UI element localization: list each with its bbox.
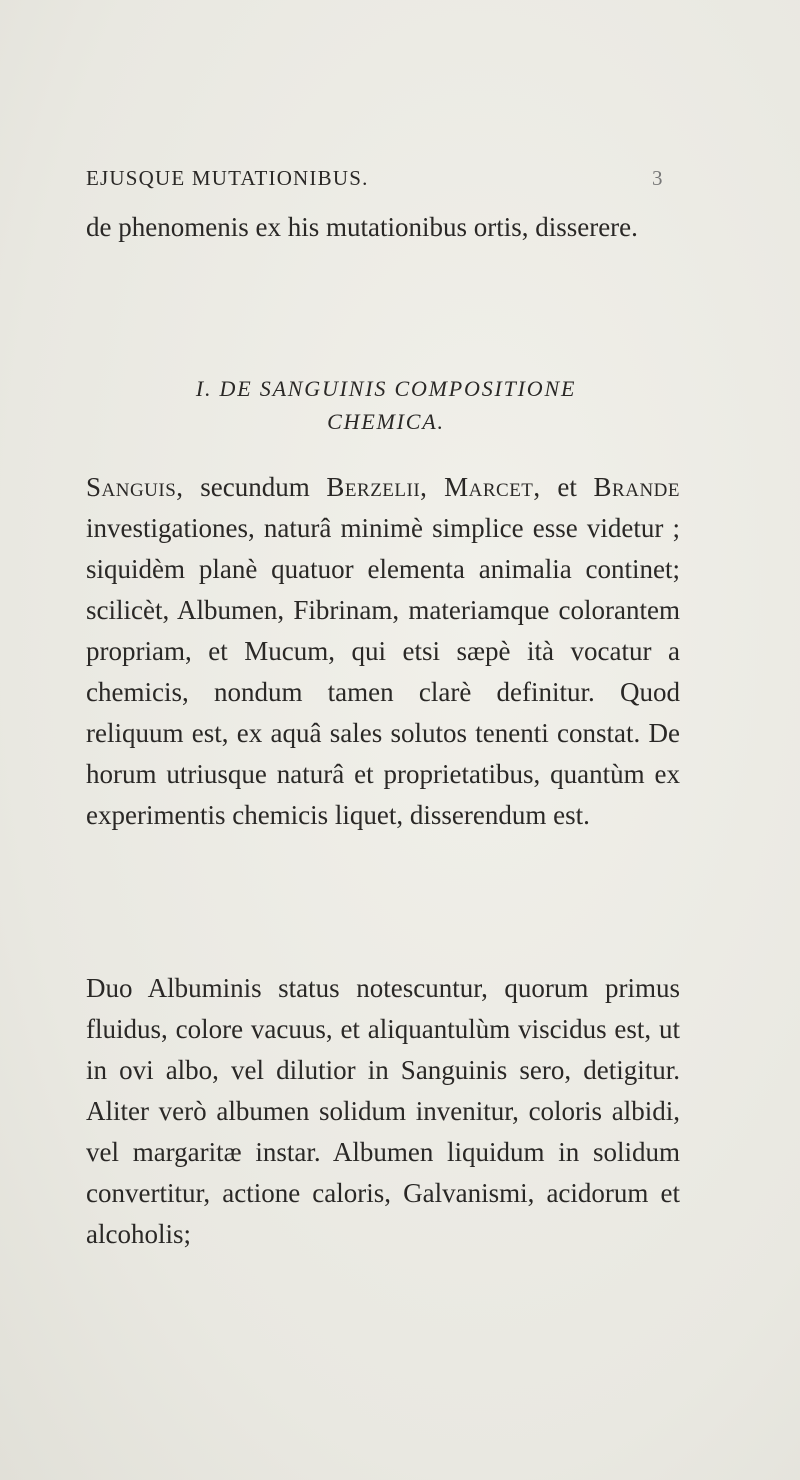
author-name: Brande [593,472,680,502]
text-segment [427,472,444,502]
running-title: EJUSQUE MUTATIONIBUS. [86,166,369,190]
section-title [86,372,686,438]
section-title-line-2: CHEMICA. [327,409,445,434]
paragraph-1: de phenomenis ex his mutationibus ortis, disserere. [86,212,638,242]
page-number: 3 [652,166,664,190]
paragraph-3: Duo Albuminis status notescuntur, quorum primus fluidus, colore vacuus, et aliquantulùm viscidus est, ut in ovi albo, vel dilutior in Sanguinis sero, detigitur. Aliter verò albumen solidum invenitur, coloris albidi, vel margaritæ instar. Albumen liquidum in solidum convertitur, actione caloris, Galvanismi, acidorum et alcoholis; [86,973,680,1249]
author-name: Berzelii, [326,472,428,502]
text-segment: et [540,472,594,502]
paragraph-2 [86,467,680,836]
section-title-line-1: I. DE SANGUINIS COMPOSITIONE [195,376,577,401]
lead-word: Sanguis, [86,472,184,502]
text-segment: investigationes, naturâ minimè simplice esse videtur ; siquidèm planè quatuor elementa animalia continet; scilicèt, Albumen, Fibrinam, materiamque colorantem propriam, et Mucum, qui etsi sæpè ità vocatur a chemicis, nondum tamen clarè definitur. Quod reliquum est, ex aquâ sales solutos tenenti constat. De horum utriusque naturâ et proprietatibus, quantùm ex experimentis chemicis liquet, disserendum est. [86,513,680,830]
author-name: Marcet, [444,472,541,502]
text-segment: secundum [183,472,327,502]
